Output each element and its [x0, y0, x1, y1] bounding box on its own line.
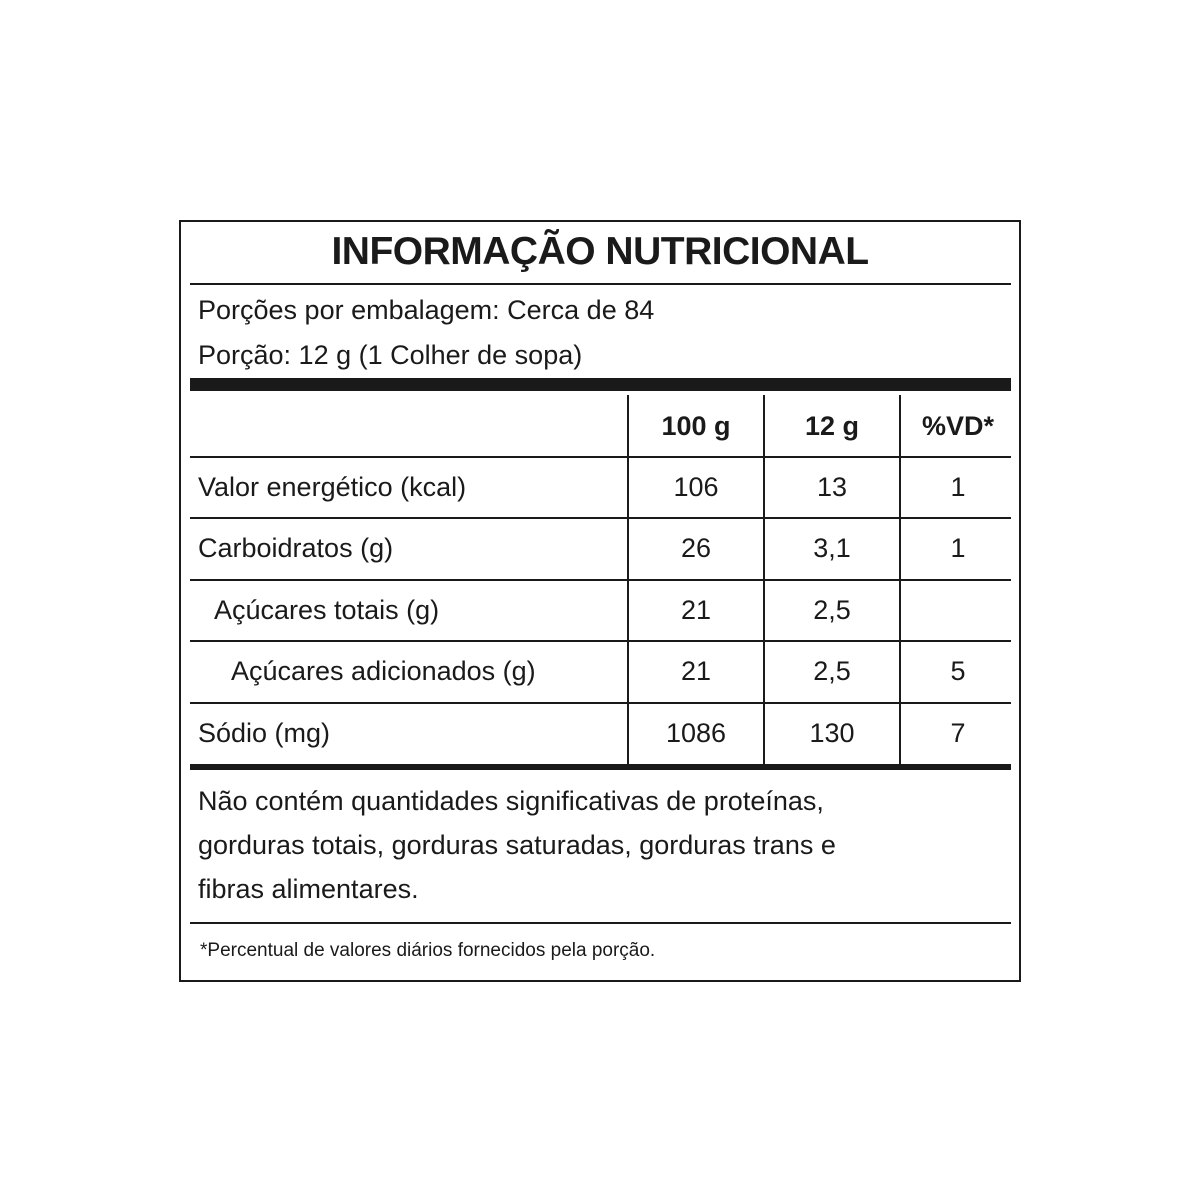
- table-cell: 1086: [665, 718, 727, 748]
- label-title: INFORMAÇÃO NUTRICIONAL: [331, 230, 869, 273]
- row-label-carbohydrates: Carboidratos (g): [198, 533, 394, 563]
- table-cell: 21: [680, 595, 712, 625]
- column-header-portion: 12 g: [804, 411, 860, 441]
- title-divider: [190, 283, 1011, 285]
- table-cell: 26: [680, 533, 712, 563]
- note-line: Não contém quantidades significativas de proteínas,: [198, 786, 824, 816]
- portion-size: Porção: 12 g (1 Colher de sopa): [198, 340, 583, 370]
- table-cell: 3,1: [813, 533, 851, 563]
- row-label-energy: Valor energético (kcal): [198, 472, 467, 502]
- table-cell: 21: [680, 656, 712, 686]
- row-divider: [190, 579, 1011, 581]
- row-label-added-sugars: Açúcares adicionados (g): [231, 656, 536, 686]
- servings-per-package: Porções por embalagem: Cerca de 84: [198, 295, 655, 325]
- row-divider: [190, 640, 1011, 642]
- row-label-sodium: Sódio (mg): [198, 718, 331, 748]
- row-divider: [190, 517, 1011, 519]
- footnote-divider: [190, 922, 1011, 924]
- table-cell: 5: [950, 656, 966, 686]
- thick-divider-top: [190, 378, 1011, 391]
- note-line: gorduras totais, gorduras saturadas, gorduras trans e: [198, 830, 836, 860]
- table-cell: 130: [809, 718, 855, 748]
- row-divider: [190, 456, 1011, 458]
- row-divider: [190, 702, 1011, 704]
- row-label-total-sugars: Açúcares totais (g): [214, 595, 440, 625]
- column-header-100g: 100 g: [661, 411, 731, 441]
- table-cell: 7: [950, 718, 966, 748]
- table-cell: 2,5: [813, 595, 851, 625]
- thick-divider-bottom: [190, 764, 1011, 770]
- table-cell: 106: [673, 472, 719, 502]
- column-header-vd: %VD*: [921, 411, 995, 441]
- table-cell: 1: [950, 472, 966, 502]
- footnote: *Percentual de valores diários fornecidos pela porção.: [200, 940, 656, 961]
- table-cell: 13: [816, 472, 848, 502]
- nutrition-facts-label: [179, 220, 1021, 982]
- note-line: fibras alimentares.: [198, 874, 419, 904]
- table-cell: 1: [950, 533, 966, 563]
- table-cell: 2,5: [813, 656, 851, 686]
